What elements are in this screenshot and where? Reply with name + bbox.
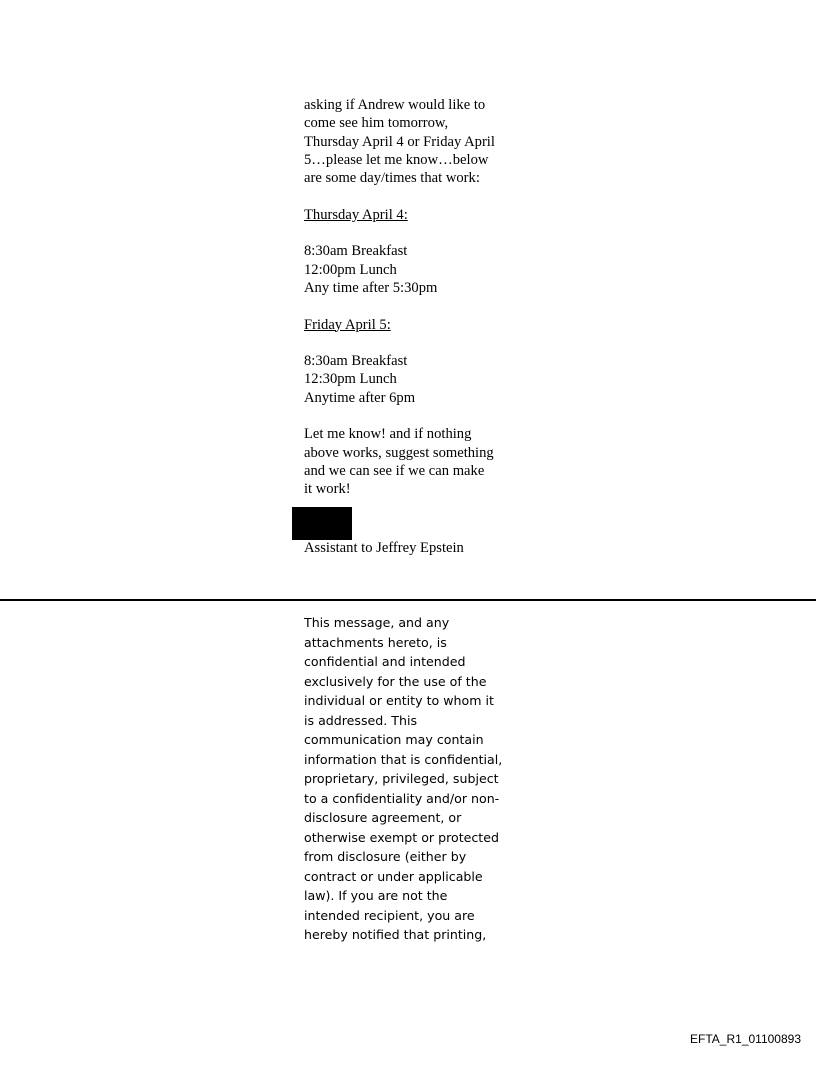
divider — [0, 599, 816, 601]
time-slot: Anytime after 6pm — [304, 389, 416, 406]
document-id: EFTA_R1_01100893 — [690, 1032, 801, 1046]
disclaimer-line: law). If you are not the — [304, 888, 448, 903]
disclaimer-line: This message, and any — [304, 615, 450, 630]
disclaimer-line: otherwise exempt or protected — [304, 829, 499, 845]
disclaimer-line: disclosure agreement, or — [304, 810, 462, 825]
time-slot: Any time after 5:30pm — [304, 279, 438, 296]
disclaimer-line: intended recipient, you are — [304, 907, 475, 923]
redaction-block — [292, 507, 352, 540]
intro-line: are some day/times that work: — [304, 170, 480, 187]
closing-line: Let me know! and if nothing — [304, 426, 472, 443]
closing-line: it work! — [304, 481, 351, 498]
intro-paragraph — [304, 96, 544, 187]
intro-line: come see him tomorrow, — [304, 115, 449, 132]
thursday-heading: Thursday April 4: — [304, 206, 408, 223]
closing-paragraph — [304, 425, 544, 498]
intro-line: asking if Andrew would like to — [304, 97, 486, 113]
confidentiality-disclaimer — [304, 613, 534, 945]
time-slot: 12:00pm Lunch — [304, 261, 397, 278]
friday-heading: Friday April 5: — [304, 316, 391, 333]
disclaimer-line: exclusively for the use of the — [304, 673, 487, 689]
disclaimer-line: information that is confidential, — [304, 751, 503, 767]
disclaimer-line: communication may contain — [304, 732, 484, 747]
disclaimer-line: is addressed. This — [304, 712, 418, 728]
time-slot: 8:30am Breakfast — [304, 353, 408, 370]
friday-times — [304, 352, 544, 407]
signature-title: Assistant to Jeffrey Epstein — [304, 540, 464, 556]
thursday-times — [304, 242, 544, 297]
disclaimer-line: proprietary, privileged, subject — [304, 771, 499, 786]
disclaimer-line: contract or under applicable — [304, 868, 483, 884]
disclaimer-line: from disclosure (either by — [304, 849, 467, 864]
time-slot: 12:30pm Lunch — [304, 371, 397, 388]
friday-heading-paragraph — [304, 316, 544, 334]
email-body — [304, 96, 544, 517]
disclaimer-line: individual or entity to whom it — [304, 693, 494, 708]
disclaimer-line: confidential and intended — [304, 654, 466, 669]
disclaimer-line: to a confidentiality and/or non- — [304, 790, 500, 806]
closing-line: and we can see if we can make — [304, 462, 485, 479]
intro-line: 5…please let me know…below — [304, 151, 489, 168]
intro-line: Thursday April 4 or Friday April — [304, 133, 495, 150]
closing-line: above works, suggest something — [304, 444, 494, 461]
time-slot: 8:30am Breakfast — [304, 243, 408, 260]
disclaimer-line: attachments hereto, is — [304, 634, 447, 650]
disclaimer-line: hereby notified that printing, — [304, 927, 487, 942]
thursday-heading-paragraph — [304, 206, 544, 224]
